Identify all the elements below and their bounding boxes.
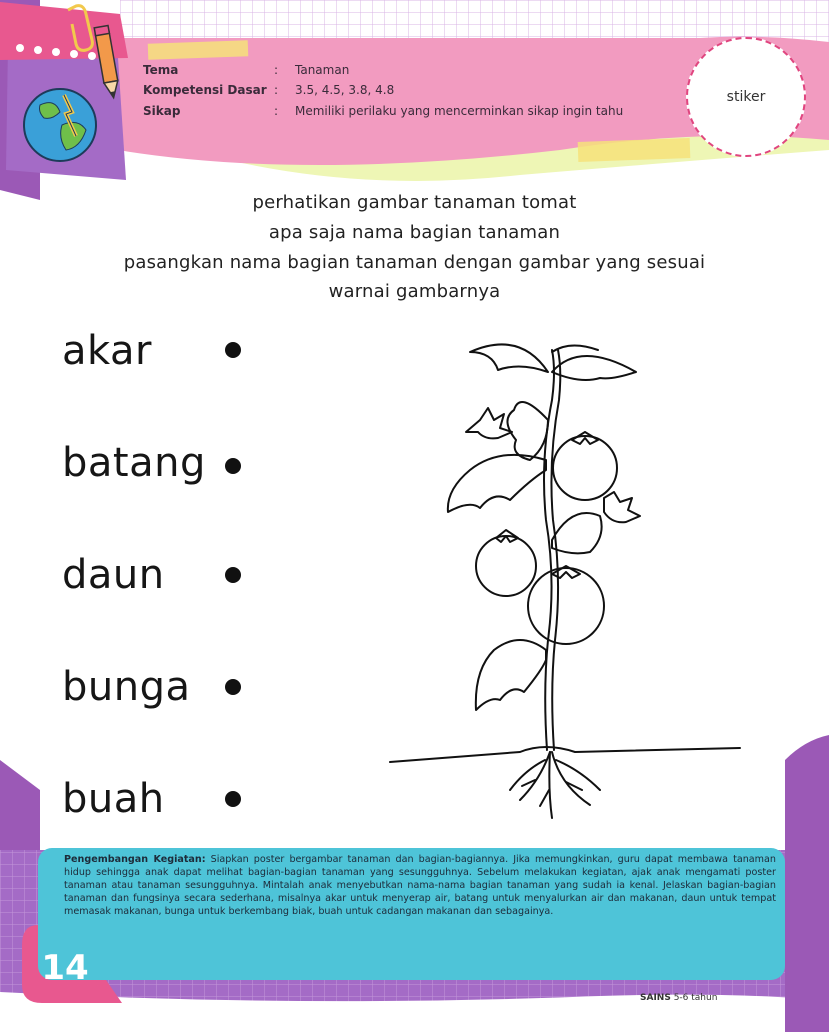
sticker-label: stiker — [726, 89, 766, 105]
header-value-sikap: Memiliki perilaku yang mencerminkan sikap ingin tahu — [295, 104, 624, 118]
bottom-right-purple — [785, 735, 829, 1032]
header-label-sikap: Sikap — [143, 104, 181, 118]
footer-label — [640, 993, 717, 1003]
header-colon: : — [274, 83, 279, 97]
header-label-tema: Tema — [143, 63, 179, 77]
header-value-kompetensi: 3.5, 4.5, 3.8, 4.8 — [295, 83, 395, 97]
match-dot-bunga[interactable] — [225, 679, 241, 695]
word-batang: batang — [62, 440, 206, 486]
development-title: Pengembangan Kegiatan: — [64, 854, 206, 865]
footer-age: 5-6 tahun — [673, 993, 718, 1003]
globe-icon — [24, 89, 96, 161]
development-text — [64, 853, 776, 918]
word-daun: daun — [62, 552, 165, 598]
word-akar: akar — [62, 328, 152, 374]
page-number: 14 — [41, 948, 89, 988]
header-value-tema: Tanaman — [295, 63, 350, 77]
header-colon: : — [274, 63, 279, 77]
match-dot-akar[interactable] — [225, 342, 241, 358]
word-bunga: bunga — [62, 664, 191, 710]
header-label-kompetensi: Kompetensi Dasar — [143, 83, 267, 97]
match-dot-daun[interactable] — [225, 567, 241, 583]
header-colon: : — [274, 104, 279, 118]
instruction-line-4: warnai gambarnya — [328, 281, 501, 302]
instruction-line-3: pasangkan nama bagian tanaman dengan gambar yang sesuai — [123, 252, 706, 273]
yellow-tape-right — [578, 138, 691, 162]
word-buah: buah — [62, 776, 165, 822]
instruction-line-2: apa saja nama bagian tanaman — [268, 222, 561, 243]
sticker-placeholder[interactable] — [686, 37, 806, 157]
match-dot-buah[interactable] — [225, 791, 241, 807]
match-dot-batang[interactable] — [225, 458, 241, 474]
footer-subject: SAINS — [640, 993, 671, 1003]
development-body: Siapkan poster bergambar tanaman dan bagian-bagiannya. Jika memungkinkan, guru dapat membawa tanaman hidup sehingga anak dapat melihat bagian-bagian tanaman yang sesungguhnya. Sebelum melakukan kegiatan, ajak anak mengamati poster tanaman atau tanaman sesungguhnya. Mintalah anak menyebutkan nama-nama bagian tanaman yang sudah ia kenal. Jelaskan bagian-bagian tanaman dan fungsinya secara sederhana, misalnya akar untuk menyerap air, batang untuk menyalurkan air dan makanan, daun untuk tempat memasak makanan, bunga untuk berkembang biak, buah untuk cadangan makanan dan sebagainya. — [64, 854, 776, 917]
instruction-line-1: perhatikan gambar tanaman tomat — [252, 192, 577, 213]
